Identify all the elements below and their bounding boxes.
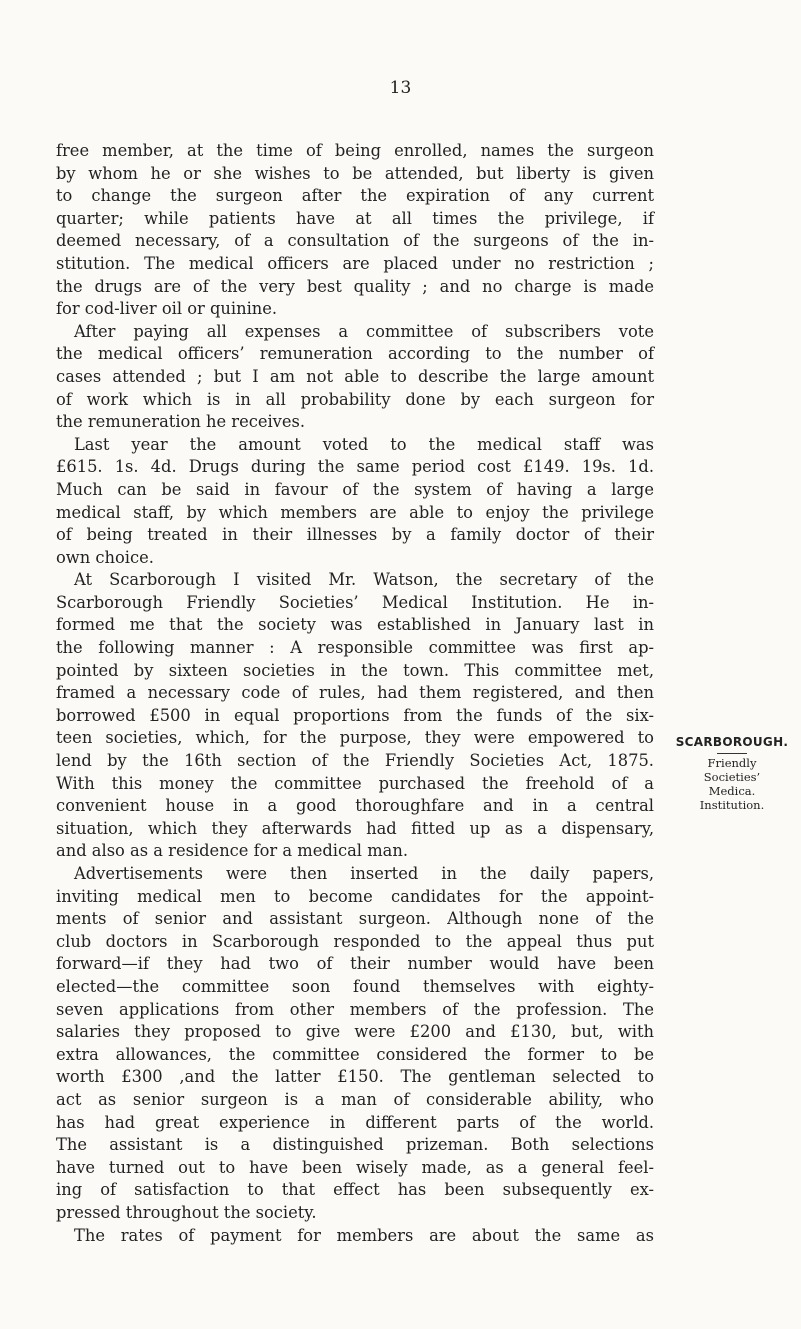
text-line: quarter; while patients have at all times the privilege, if <box>56 208 654 228</box>
text-line: of work which is in all probability done by each surgeon for <box>56 389 654 409</box>
text-line: for cod-liver oil or quinine. <box>56 299 278 319</box>
margin-note-line: Institution. <box>699 798 765 812</box>
text-line: formed me that the society was established in January last in <box>56 615 654 635</box>
text-line: medical staff, by which members are able to enjoy the privilege <box>56 502 654 522</box>
page-number: 13 <box>389 78 412 98</box>
margin-note-title: SCARBOROUGH. <box>675 735 789 749</box>
text-line: elected—the committee soon found themselves with eighty- <box>56 976 654 996</box>
text-line: The assistant is a distinguished prizeman. Both selections <box>56 1135 654 1155</box>
text-line: lend by the 16th section of the Friendly Societies Act, 1875. <box>56 751 654 771</box>
text-line: and also as a residence for a medical man. <box>56 841 408 861</box>
text-line: by whom he or she wishes to be attended, but liberty is given <box>56 163 654 183</box>
text-line: situation, which they afterwards had fitted up as a dispensary, <box>56 818 654 838</box>
text-line: inviting medical men to become candidates for the appoint- <box>56 886 654 906</box>
text-line: convenient house in a good thoroughfare and in a central <box>56 796 654 816</box>
text-line: Much can be said in favour of the system of having a large <box>56 479 654 499</box>
text-line: salaries they proposed to give were £200 and £130, but, with <box>56 1022 654 1042</box>
text-line: At Scarborough I visited Mr. Watson, the secretary of the <box>74 570 654 590</box>
text-line: free member, at the time of being enrolled, names the surgeon <box>56 141 654 160</box>
text-line: the following manner : A responsible committee was first ap- <box>56 638 654 658</box>
body-text <box>56 140 654 1247</box>
margin-note-rule <box>717 753 747 754</box>
text-line: have turned out to have been wisely made, as a general feel- <box>56 1157 654 1177</box>
text-line: of being treated in their illnesses by a family doctor of their <box>56 525 654 545</box>
text-line: own choice. <box>56 547 154 567</box>
text-line: club doctors in Scarborough responded to the appeal thus put <box>56 931 654 951</box>
text-line: the remuneration he receives. <box>56 412 306 432</box>
text-line: act as senior surgeon is a man of considerable ability, who <box>56 1089 654 1109</box>
text-line: £615. 1s. 4d. Drugs during the same period cost £149. 19s. 1d. <box>56 457 654 477</box>
margin-note-line: Medica. <box>708 784 756 798</box>
text-line: seven applications from other members of the profession. The <box>56 999 654 1019</box>
text-line: Advertisements were then inserted in the daily papers, <box>74 864 654 883</box>
text-line: ing of satisfaction to that effect has been subsequently ex- <box>56 1180 654 1200</box>
text-line: ments of senior and assistant surgeon. Although none of the <box>56 909 654 929</box>
text-line: With this money the committee purchased the freehold of a <box>56 773 654 793</box>
text-line: framed a necessary code of rules, had them registered, and then <box>56 683 654 703</box>
text-line: Last year the amount voted to the medical staff was <box>74 434 654 454</box>
text-line: After paying all expenses a committee of subscribers vote <box>74 321 654 341</box>
text-line: borrowed £500 in equal proportions from the funds of the six- <box>56 705 654 725</box>
text-line: pointed by sixteen societies in the town. This committee met, <box>56 660 654 680</box>
text-line: extra allowances, the committee considered the former to be <box>56 1044 654 1064</box>
text-line: The rates of payment for members are about the same as <box>74 1225 654 1245</box>
text-line: pressed throughout the society. <box>56 1202 317 1222</box>
text-line: worth £300 ,and the latter £150. The gentleman selected to <box>56 1067 654 1087</box>
margin-note-line: Friendly <box>707 756 757 770</box>
text-line: deemed necessary, of a consultation of the surgeons of the in- <box>56 231 654 251</box>
text-line: has had great experience in different parts of the world. <box>56 1112 654 1132</box>
text-line: stitution. The medical officers are placed under no restriction ; <box>56 253 654 273</box>
text-line: forward—if they had two of their number would have been <box>56 954 654 974</box>
text-line: cases attended ; but I am not able to describe the large amount <box>56 366 654 386</box>
text-line: teen societies, which, for the purpose, they were empowered to <box>56 728 654 748</box>
margin-note-line: Societies’ <box>703 770 761 784</box>
margin-note <box>672 735 792 812</box>
text-line: Scarborough Friendly Societies’ Medical Institution. He in- <box>56 592 654 612</box>
text-line: the medical officers’ remuneration according to the number of <box>56 344 654 364</box>
text-line: to change the surgeon after the expiration of any current <box>56 186 654 206</box>
text-line: the drugs are of the very best quality ; and no charge is made <box>56 276 654 296</box>
